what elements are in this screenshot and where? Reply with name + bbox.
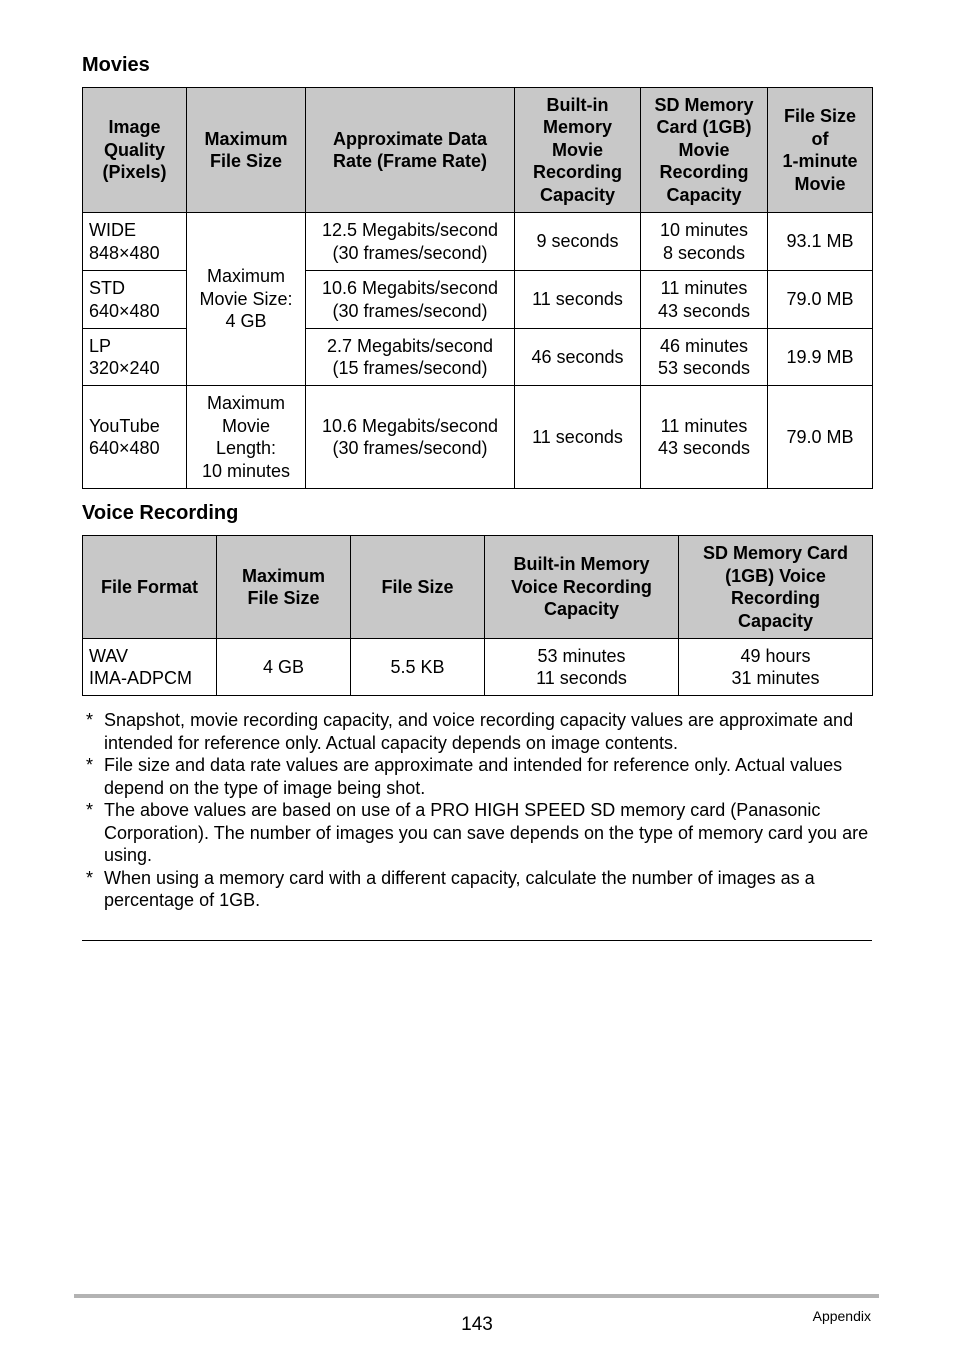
asterisk-icon: * xyxy=(86,800,94,820)
quality-cell: WIDE 848×480 xyxy=(83,213,187,271)
table-row xyxy=(83,386,873,489)
movies-header-row xyxy=(83,88,873,213)
footer-section-label: Appendix xyxy=(812,1308,871,1324)
notes-list xyxy=(82,709,872,912)
header-file-size: File Size xyxy=(351,536,485,639)
quality-cell: LP 320×240 xyxy=(83,329,187,386)
header-sd-voice-capacity: SD Memory Card (1GB) Voice Recording Capacity xyxy=(679,536,873,639)
header-max-file-size: Maximum File Size xyxy=(187,88,306,213)
sd-capacity-cell: 46 minutes 53 seconds xyxy=(641,329,768,386)
builtin-capacity-cell: 11 seconds xyxy=(515,386,641,489)
header-sd-capacity: SD Memory Card (1GB) Movie Recording Capacity xyxy=(641,88,768,213)
voice-table xyxy=(82,535,873,696)
header-file-format: File Format xyxy=(83,536,217,639)
builtin-capacity-cell: 53 minutes 11 seconds xyxy=(485,639,679,696)
note-text: File size and data rate values are approximate and intended for reference only. Actual values depend on the type of image being shot. xyxy=(104,755,843,798)
quality-cell: YouTube 640×480 xyxy=(83,386,187,489)
header-image-quality: Image Quality (Pixels) xyxy=(83,88,187,213)
sd-capacity-cell: 49 hours 31 minutes xyxy=(679,639,873,696)
quality-cell: STD 640×480 xyxy=(83,271,187,329)
note-item xyxy=(82,867,872,912)
sd-capacity-cell: 10 minutes 8 seconds xyxy=(641,213,768,271)
data-rate-cell: 10.6 Megabits/second (30 frames/second) xyxy=(306,271,515,329)
builtin-capacity-cell: 11 seconds xyxy=(515,271,641,329)
footer-divider xyxy=(74,1294,879,1298)
movies-table xyxy=(82,87,873,489)
sd-capacity-cell: 11 minutes 43 seconds xyxy=(641,386,768,489)
data-rate-cell: 10.6 Megabits/second (30 frames/second) xyxy=(306,386,515,489)
asterisk-icon: * xyxy=(86,867,94,888)
note-text: When using a memory card with a different capacity, calculate the number of images as a percentage of 1GB. xyxy=(104,867,815,910)
note-text: Snapshot, movie recording capacity, and voice recording capacity values are approximate and intended for reference only. Actual capacity depends on image contents. xyxy=(104,710,854,753)
max-file-size-cell: 4 GB xyxy=(217,639,351,696)
sd-capacity-cell: 11 minutes 43 seconds xyxy=(641,271,768,329)
data-rate-cell: 12.5 Megabits/second (30 frames/second) xyxy=(306,213,515,271)
file-format-cell: WAV IMA-ADPCM xyxy=(83,639,217,696)
file-size-cell: 19.9 MB xyxy=(768,329,873,386)
header-file-size-1min: File Size of 1-minute Movie xyxy=(768,88,873,213)
data-rate-cell: 2.7 Megabits/second (15 frames/second) xyxy=(306,329,515,386)
page-number: 143 xyxy=(461,1314,493,1335)
table-row xyxy=(83,639,873,696)
asterisk-icon: * xyxy=(86,755,94,775)
table-row xyxy=(83,213,873,271)
header-builtin-voice-capacity: Built-in Memory Voice Recording Capacity xyxy=(485,536,679,639)
max-movie-size-cell: Maximum Movie Size: 4 GB xyxy=(187,213,306,386)
file-size-cell: 79.0 MB xyxy=(768,271,873,329)
movies-heading: Movies xyxy=(82,54,150,76)
builtin-capacity-cell: 46 seconds xyxy=(515,329,641,386)
file-size-cell: 93.1 MB xyxy=(768,213,873,271)
voice-recording-heading: Voice Recording xyxy=(82,502,239,524)
header-data-rate: Approximate Data Rate (Frame Rate) xyxy=(306,88,515,213)
note-item xyxy=(82,799,872,867)
file-size-cell: 5.5 KB xyxy=(351,639,485,696)
note-item xyxy=(82,709,872,754)
max-movie-length-cell: Maximum Movie Length: 10 minutes xyxy=(187,386,306,489)
note-item xyxy=(82,754,872,799)
notes-divider xyxy=(82,940,872,941)
header-builtin-capacity: Built-in Memory Movie Recording Capacity xyxy=(515,88,641,213)
builtin-capacity-cell: 9 seconds xyxy=(515,213,641,271)
header-max-file-size: Maximum File Size xyxy=(217,536,351,639)
voice-header-row xyxy=(83,536,873,639)
note-text: The above values are based on use of a PRO HIGH SPEED SD memory card (Panasonic Corporation). The number of images you can save depends on the type of memory card you are using. xyxy=(104,800,869,865)
file-size-cell: 79.0 MB xyxy=(768,386,873,489)
asterisk-icon: * xyxy=(86,710,94,730)
